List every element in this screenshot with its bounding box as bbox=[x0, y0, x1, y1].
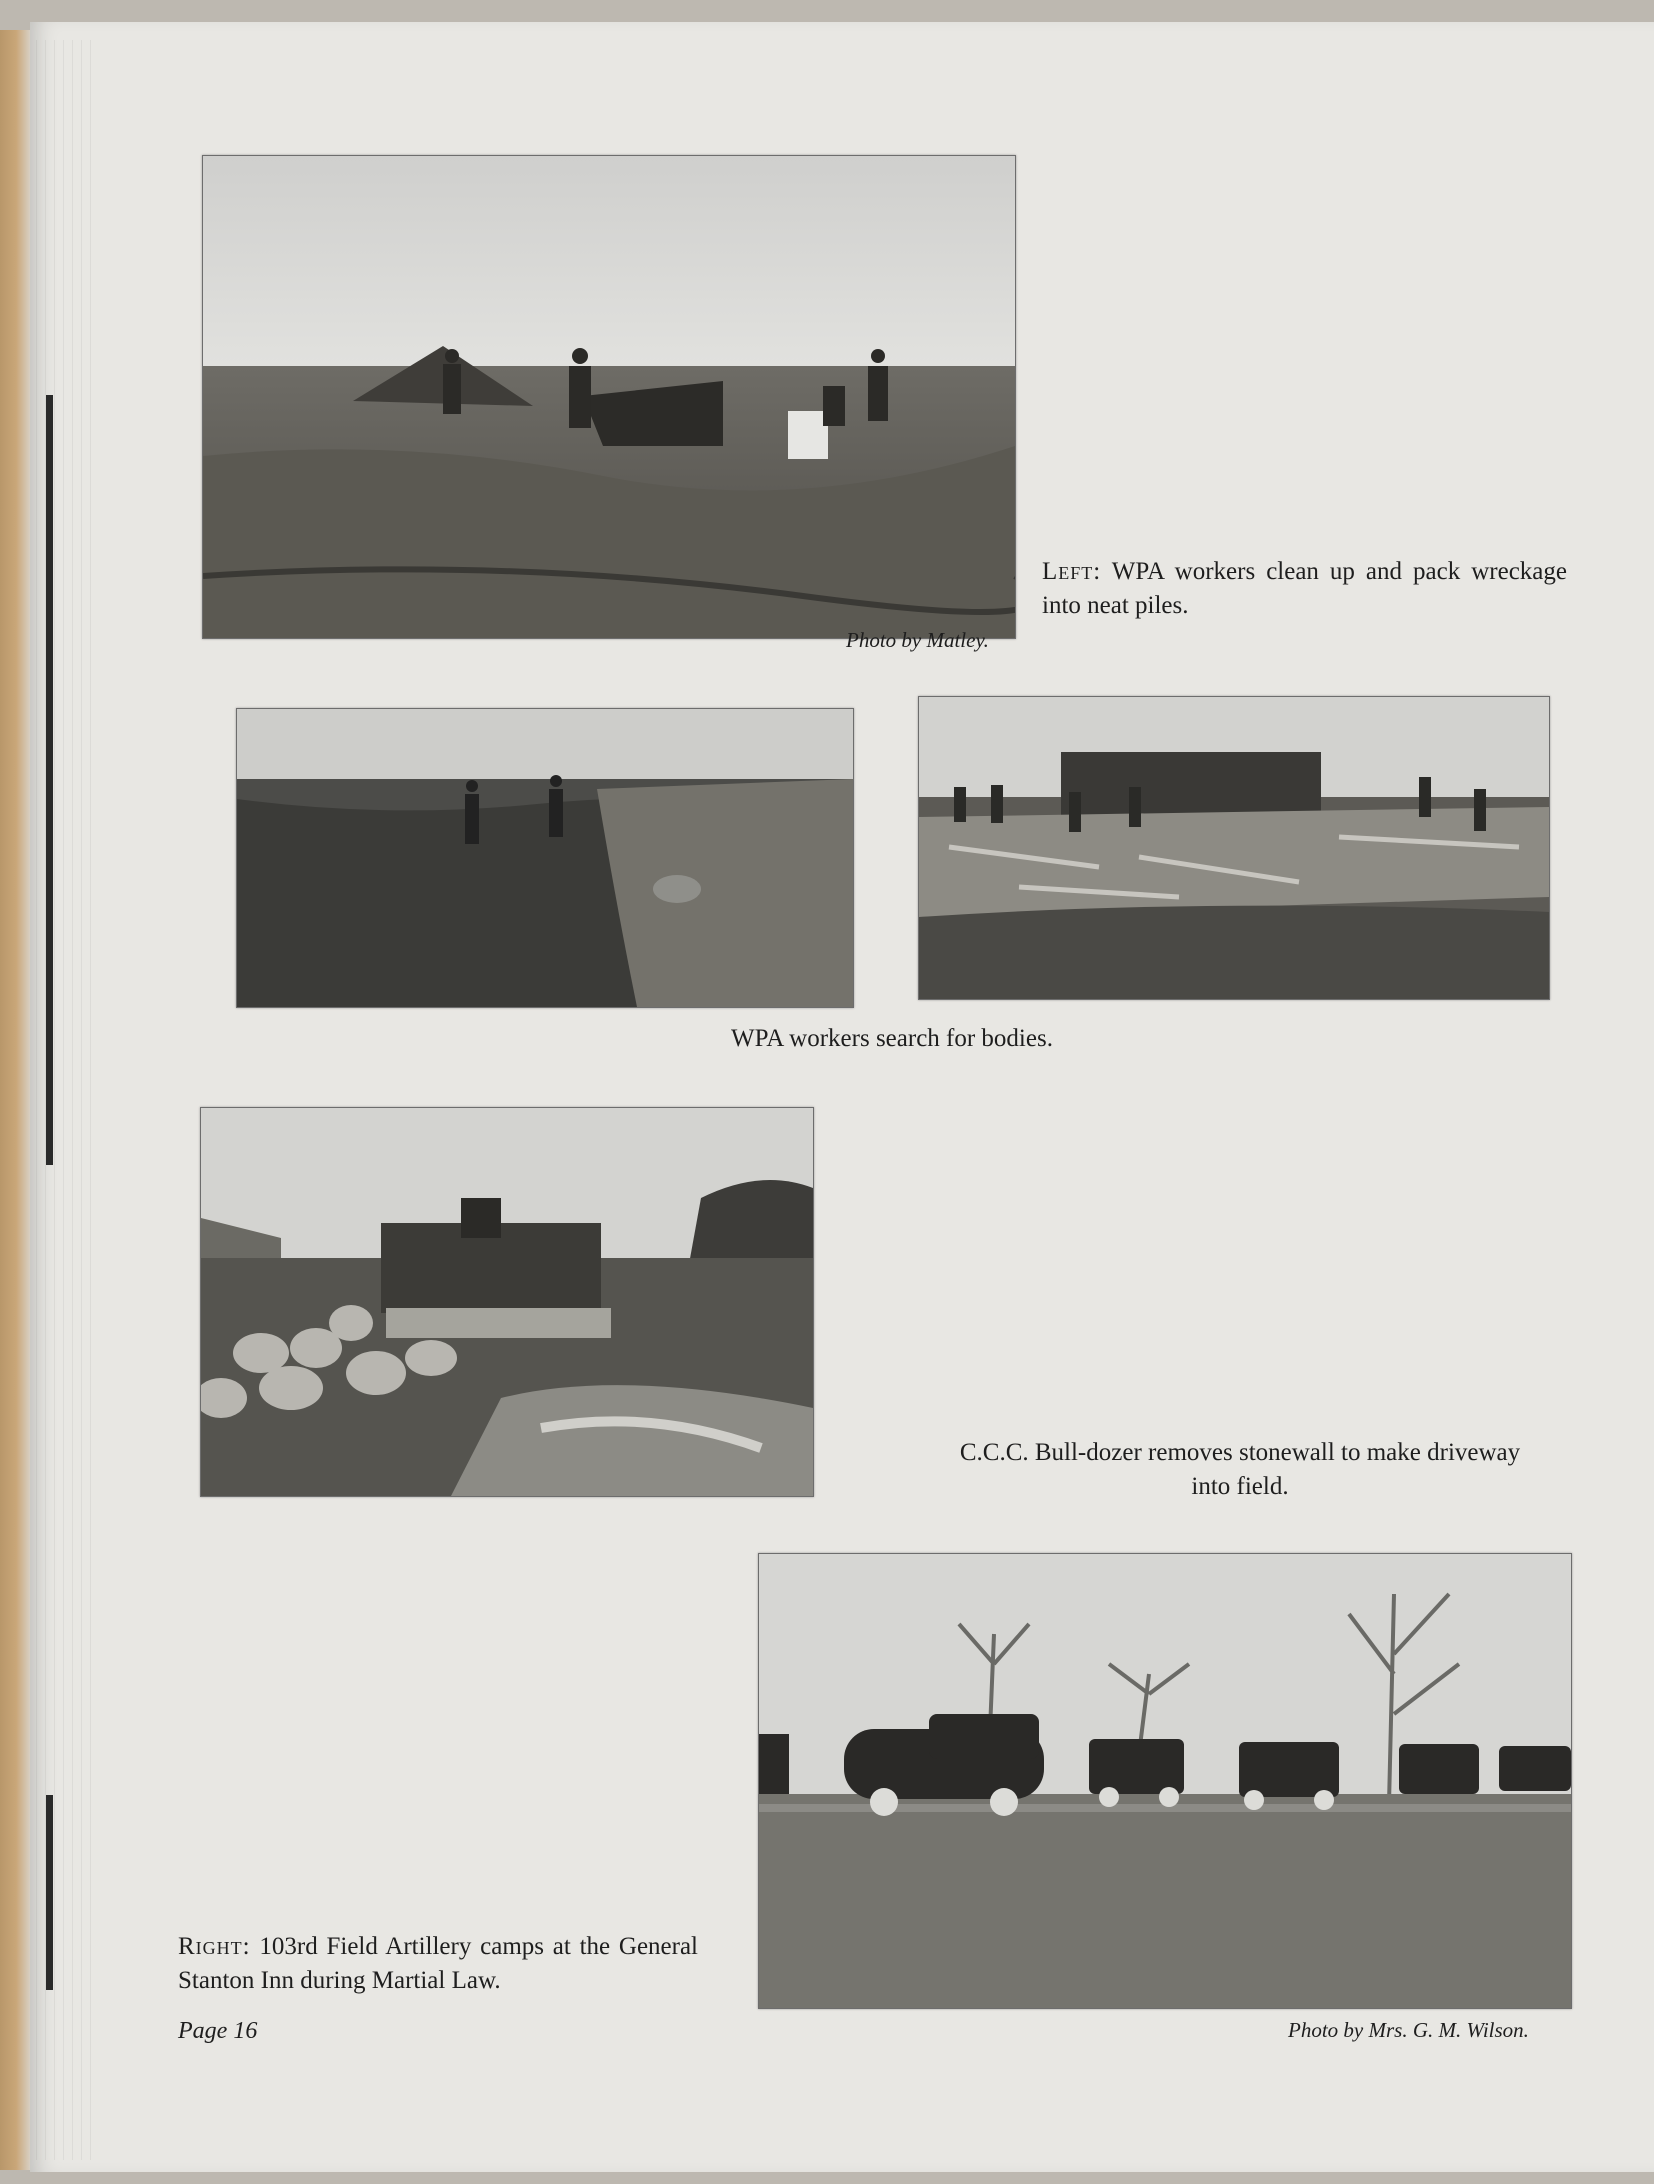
caption-cleanup-text: WPA workers clean up and pack wreckage into neat piles. bbox=[1042, 558, 1567, 619]
caption-artillery-text: 103rd Field Artillery camps at the General Stanton Inn during Martial Law. bbox=[178, 1933, 698, 1994]
binding-mark bbox=[46, 1795, 53, 1990]
binding-mark bbox=[46, 395, 53, 1165]
photo-bulldozer bbox=[200, 1107, 814, 1497]
caption-artillery bbox=[178, 1930, 698, 1998]
photo-collapsed-house bbox=[918, 696, 1550, 1000]
caption-cleanup bbox=[1042, 555, 1567, 623]
caption-lead-right: Right: bbox=[178, 1933, 251, 1960]
photo-credit-matley: Photo by Matley. bbox=[846, 628, 989, 652]
photo-artillery-camp bbox=[758, 1553, 1572, 2009]
photo-wreckage-cleanup bbox=[202, 155, 1016, 639]
photo-credit-wilson: Photo by Mrs. G. M. Wilson. bbox=[1288, 2018, 1529, 2042]
photo-marsh-search bbox=[236, 708, 854, 1008]
page-edges bbox=[36, 40, 96, 2160]
caption-lead-left: Left: bbox=[1042, 558, 1102, 585]
page-number: Page 16 bbox=[178, 2018, 258, 2044]
caption-search: WPA workers search for bodies. bbox=[731, 1025, 1053, 1052]
caption-bulldozer: C.C.C. Bull-dozer removes stonewall to make driveway into field. bbox=[959, 1439, 1521, 1500]
